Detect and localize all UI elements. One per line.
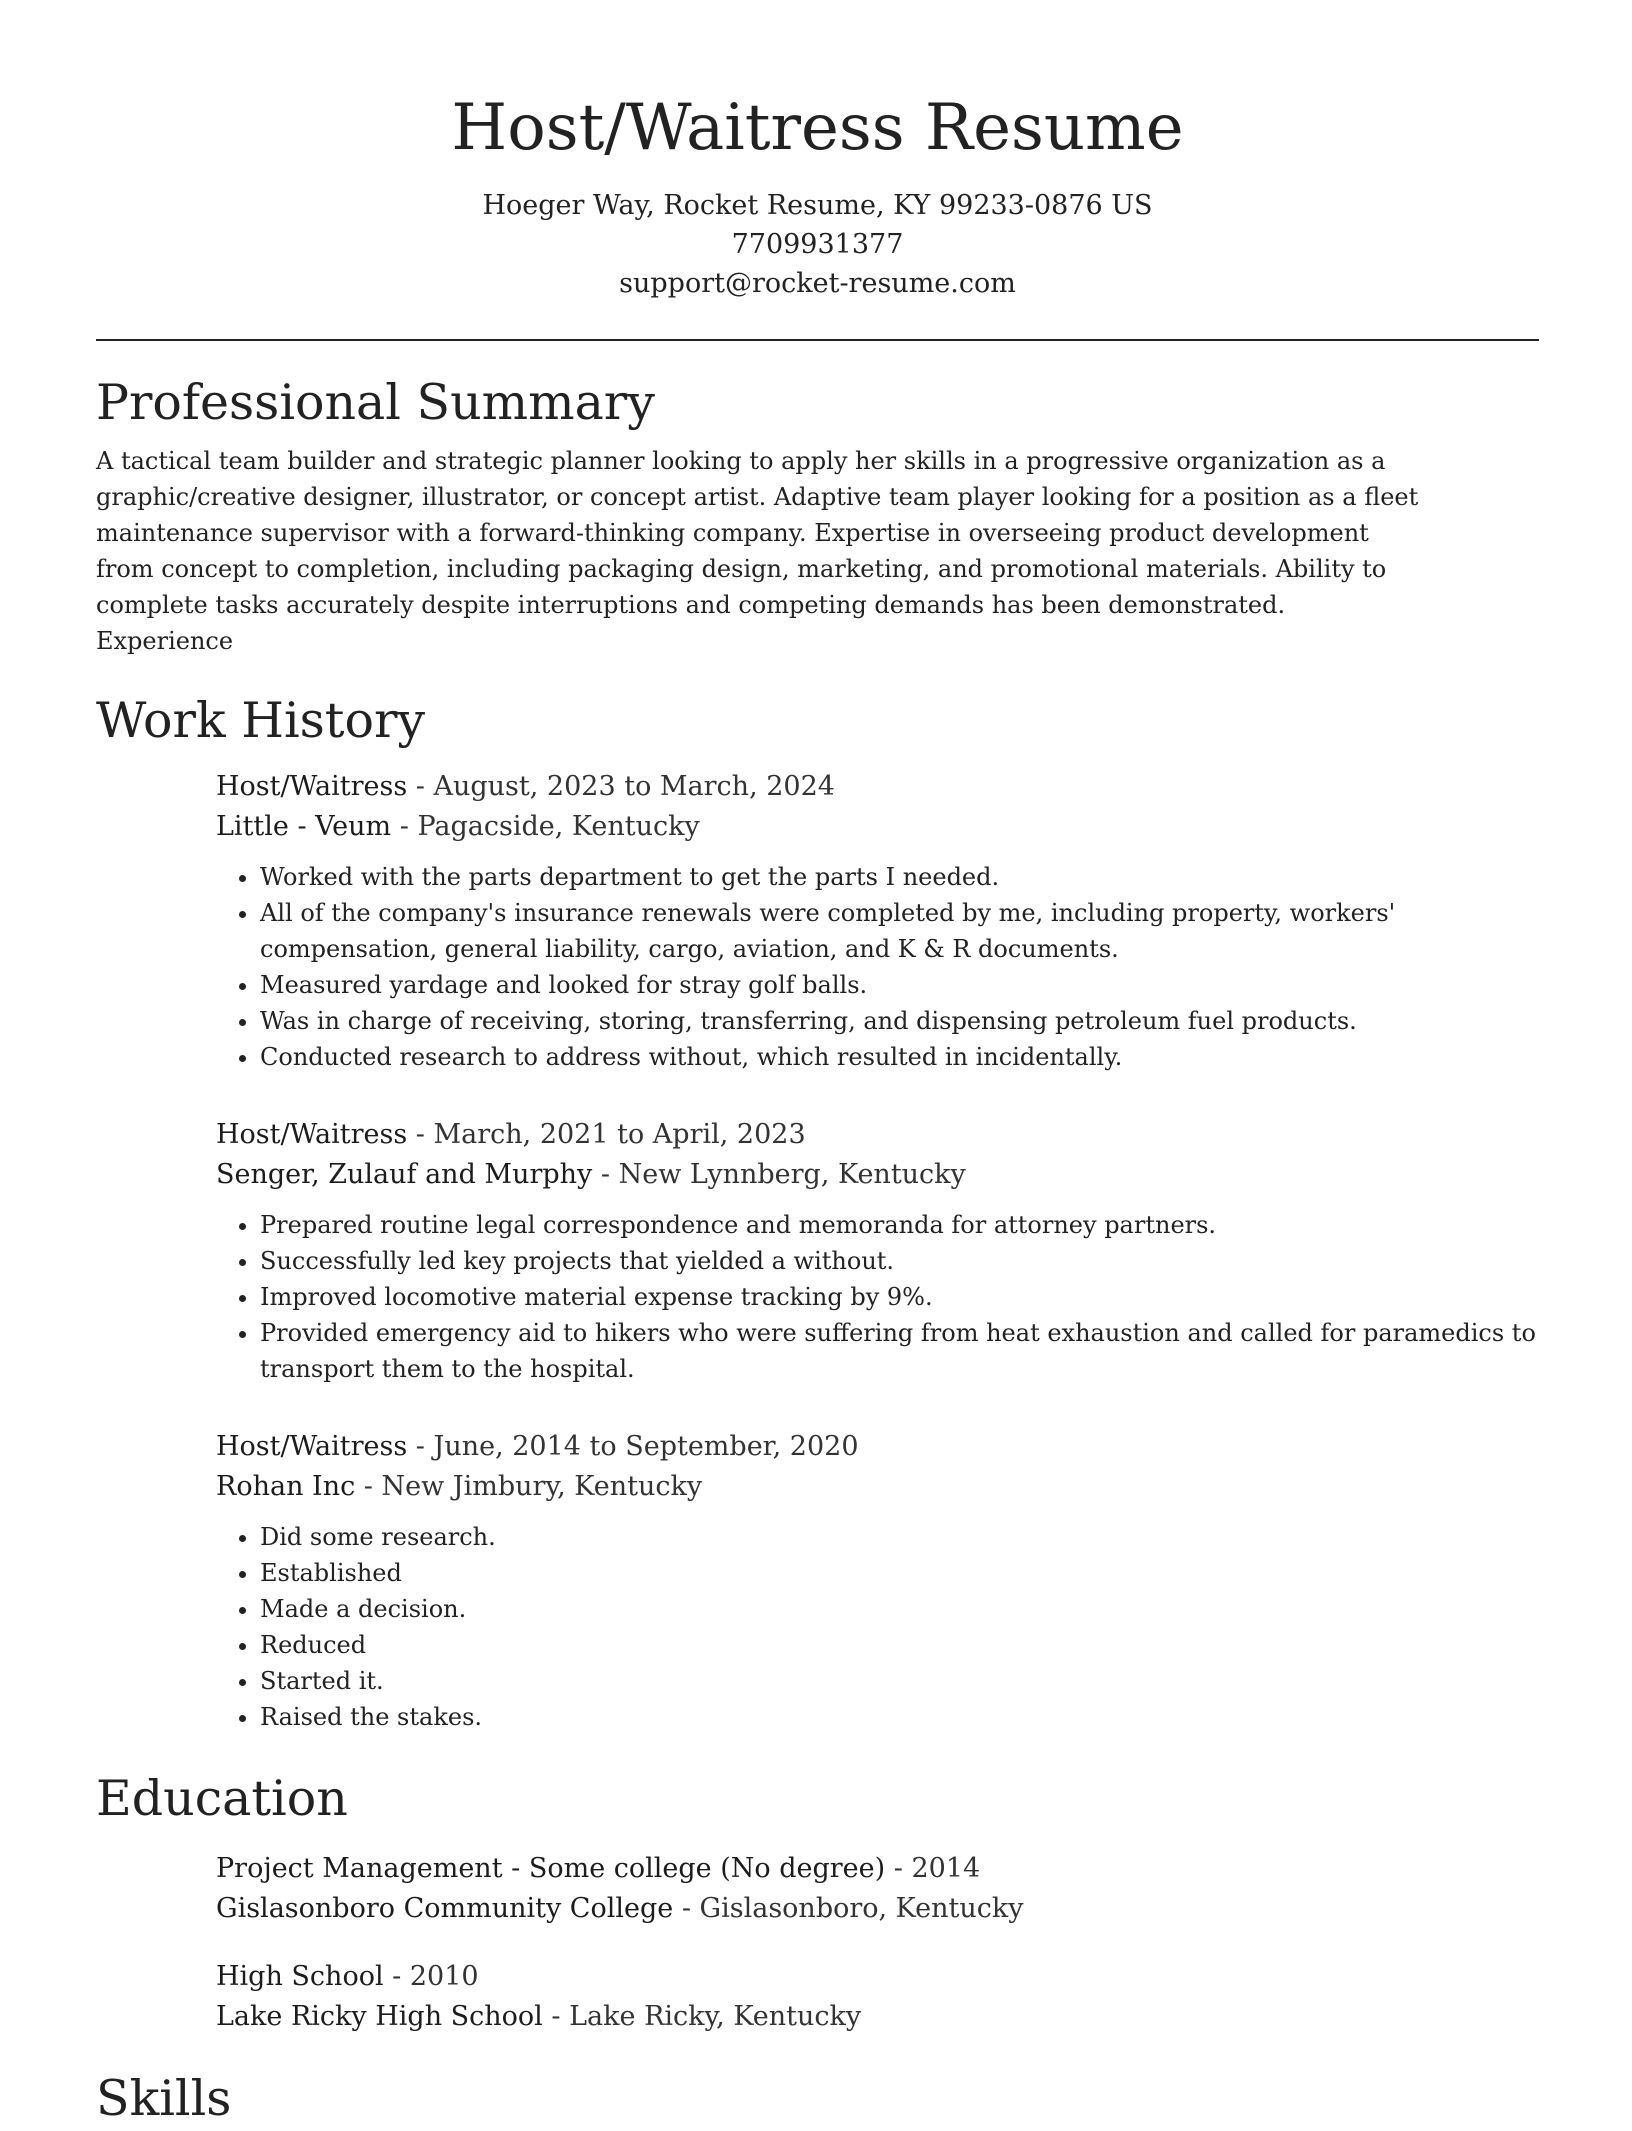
job-location: - Pagacside, Kentucky (391, 811, 700, 842)
list-item: • Was in charge of receiving, storing, transferring, and dispensing petroleum fuel products. (260, 1003, 1540, 1039)
job-entry (216, 767, 1539, 1075)
list-item: • Established (260, 1555, 1540, 1591)
section-title-summary: Professional Summary (96, 374, 655, 431)
graduation-year: - 2014 (885, 1853, 981, 1884)
graduation-year: - 2010 (383, 1961, 479, 1992)
school-name: Lake Ricky High School (216, 2001, 543, 2032)
school-name: Gislasonboro Community College (216, 1893, 674, 1924)
list-item: • Improved locomotive material expense tracking by 9%. (260, 1279, 1540, 1315)
list-item: • Conducted research to address without, which resulted in incidentally. (260, 1039, 1540, 1075)
work-history-list (216, 767, 1539, 1735)
school-location: - Lake Ricky, Kentucky (542, 2001, 862, 2032)
job-company: Rohan Inc (216, 1471, 356, 1502)
job-dates: - March, 2021 to April, 2023 (407, 1119, 806, 1150)
list-item: • All of the company's insurance renewals were completed by me, including property, workers' compensation, general liability, cargo, aviation, and K & R documents. (260, 895, 1540, 967)
list-item: • Raised the stakes. (260, 1699, 1540, 1735)
list-item: • Made a decision. (260, 1591, 1540, 1627)
job-role: Host/Waitress (216, 1119, 408, 1150)
job-company: Senger, Zulauf and Murphy (216, 1159, 593, 1190)
contact-info (96, 186, 1539, 303)
list-item: • Worked with the parts department to get the parts I needed. (260, 859, 1540, 895)
summary-text: A tactical team builder and strategic planner looking to apply her skills in a progressive organization as a graphic/creative designer, illustrator, or concept artist. Adaptive team player looking for a position as a fleet maintenance supervisor with a forward-thinking company. Expertise in overseeing product development from concept to completion, including packaging design, marketing, and promotional materials. Ability to complete tasks accurately despite interruptions and competing demands has been demonstrated. Experience (96, 447, 1419, 655)
list-item: • Prepared routine legal correspondence and memoranda for attorney partners. (260, 1207, 1540, 1243)
job-location: - New Jimbury, Kentucky (355, 1471, 703, 1502)
job-entry (216, 1427, 1539, 1735)
header-divider (96, 339, 1539, 341)
resume-title: Host/Waitress Resume (451, 91, 1184, 165)
job-bullets (216, 859, 1540, 1075)
section-title-education: Education (96, 1770, 348, 1827)
job-company: Little - Veum (216, 811, 392, 842)
section-title-skills: Skills (96, 2070, 232, 2127)
education-list (216, 1849, 1539, 2037)
email: support@rocket-resume.com (619, 268, 1016, 299)
list-item: • Provided emergency aid to hikers who were suffering from heat exhaustion and called for paramedics to transport them to the hospital. (260, 1315, 1540, 1387)
job-role: Host/Waitress (216, 1431, 408, 1462)
list-item: • Measured yardage and looked for stray golf balls. (260, 967, 1540, 1003)
section-title-work-history: Work History (96, 692, 426, 749)
phone: 7709931377 (731, 229, 904, 260)
resume-header (96, 0, 1539, 303)
list-item: • Did some research. (260, 1519, 1540, 1555)
job-dates: - August, 2023 to March, 2024 (407, 771, 835, 802)
school-location: - Gislasonboro, Kentucky (673, 1893, 1024, 1924)
job-role: Host/Waitress (216, 771, 408, 802)
list-item: • Reduced (260, 1627, 1540, 1663)
list-item: • Successfully led key projects that yielded a without. (260, 1243, 1540, 1279)
job-bullets (216, 1519, 1540, 1735)
job-dates: - June, 2014 to September, 2020 (407, 1431, 859, 1462)
education-entry (216, 1849, 1539, 1929)
address: Hoeger Way, Rocket Resume, KY 99233-0876 US (482, 190, 1153, 221)
education-entry (216, 1957, 1539, 2037)
job-entry (216, 1115, 1539, 1387)
degree: High School (216, 1961, 384, 1992)
degree: Project Management - Some college (No degree) (216, 1853, 886, 1884)
resume-page (96, 0, 1539, 2131)
job-location: - New Lynnberg, Kentucky (592, 1159, 966, 1190)
job-bullets (216, 1207, 1540, 1387)
list-item: • Started it. (260, 1663, 1540, 1699)
